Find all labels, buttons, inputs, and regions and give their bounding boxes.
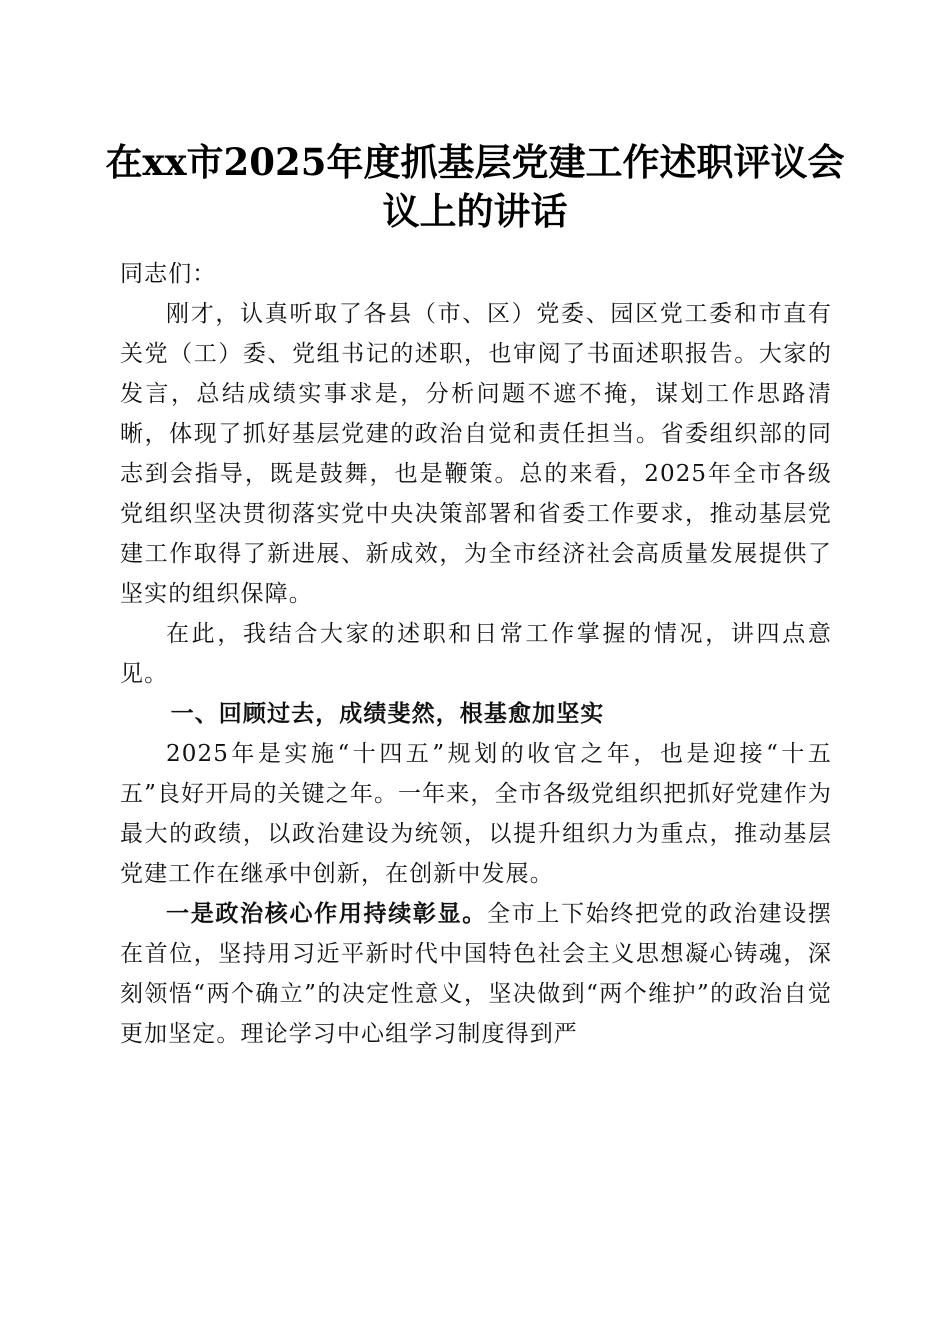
salutation: 同志们：: [120, 261, 217, 287]
paragraph-rest: 全市上下始终把党的政治建设摆在首位，坚持用习近平新时代中国特色社会主义思想凝心铸魂，深刻领悟“两个确立”的决定性意义，坚决做到“两个维护”的政治自觉更加坚定。理论学习中心组学习制度得到严: [120, 901, 832, 1047]
paragraph-outline: 在此，我结合大家的述职和日常工作掌握的情况，讲四点意见。: [120, 621, 832, 687]
document-title: [100, 138, 850, 236]
paragraph-political-core: [120, 894, 832, 1054]
paragraph-review: 2025年是实施“十四五”规划的收官之年，也是迎接“十五五”良好开局的关键之年。一年来，全市各级党组织把抓好党建作为最大的政绩，以政治建设为统领，以提升组织力为重点，推动基层党建工作在继承中创新，在创新中发展。: [120, 741, 832, 887]
title-line-1: 在xx市2025年度抓基层党建工作述职评议会: [105, 140, 845, 184]
paragraph-opening: 刚才，认真听取了各县（市、区）党委、园区党工委和市直有关党（工）委、党组书记的述职，也审阅了书面述职报告。大家的发言，总结成绩实事求是，分析问题不遮不掩，谋划工作思路清晰，体现了抓好基层党建的政治自觉和责任担当。省委组织部的同志到会指导，既是鼓舞，也是鞭策。总的来看，2025年全市各级党组织坚决贯彻落实党中央决策部署和省委工作要求，推动基层党建工作取得了新进展、新成效，为全市经济社会高质量发展提供了坚实的组织保障。: [120, 301, 832, 607]
title-line-2: 议上的讲话: [382, 189, 568, 233]
paragraph-lead: 一是政治核心作用持续彰显。: [166, 901, 487, 927]
section-heading-1: 一、回顾过去，成绩斐然，根基愈加坚实: [170, 701, 605, 727]
document-body: [120, 254, 832, 1054]
